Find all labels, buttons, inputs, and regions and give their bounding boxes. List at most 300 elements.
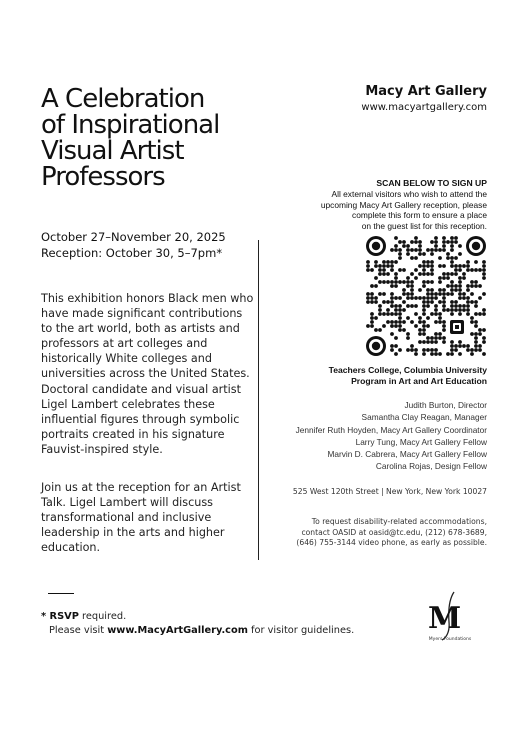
qr-module xyxy=(418,320,422,324)
qr-finder-bottom-left xyxy=(366,336,386,356)
artist-talk-paragraph: Join us at the reception for an Artist Talk. Ligel Lambert will discuss transformational and inclusive leadership in the arts and higher education. xyxy=(41,481,241,555)
qr-module xyxy=(454,308,458,312)
qr-module xyxy=(458,288,462,292)
qr-module xyxy=(434,292,438,296)
qr-module xyxy=(422,320,426,324)
qr-module xyxy=(374,300,378,304)
qr-module xyxy=(458,252,462,256)
qr-module xyxy=(394,320,398,324)
qr-module xyxy=(434,240,438,244)
qr-module xyxy=(390,264,394,268)
signup-line: on the guest list for this reception. xyxy=(361,221,487,232)
qr-module xyxy=(422,268,426,272)
qr-module xyxy=(442,304,446,308)
gallery-url[interactable]: www.macyartgallery.com xyxy=(361,102,487,113)
qr-module xyxy=(450,304,454,308)
gallery-header xyxy=(361,84,487,113)
qr-module xyxy=(410,256,414,260)
qr-module xyxy=(430,292,434,296)
qr-module xyxy=(438,248,442,252)
title-line: of Inspirational xyxy=(41,110,220,140)
qr-module xyxy=(434,244,438,248)
qr-module xyxy=(450,240,454,244)
qr-module xyxy=(442,276,446,280)
qr-module xyxy=(442,236,446,240)
qr-module xyxy=(462,276,466,280)
qr-module xyxy=(442,328,446,332)
qr-module xyxy=(446,276,450,280)
qr-module xyxy=(386,264,390,268)
qr-module xyxy=(458,340,462,344)
qr-module xyxy=(438,332,442,336)
qr-module xyxy=(394,312,398,316)
qr-module xyxy=(394,260,398,264)
qr-module xyxy=(390,280,394,284)
qr-module xyxy=(478,312,482,316)
qr-module xyxy=(474,280,478,284)
qr-module xyxy=(430,260,434,264)
description-paragraph: This exhibition honors Black men who have made significant contributions to the art world, both as artists and professors at art colleges and historically White colleges and universities across the United States. Doctoral candidate and visual artist Ligel Lambert celebrates these influential figures through symbolic portraits created in his signature Fauvist-inspired style. xyxy=(41,292,254,456)
qr-module xyxy=(398,328,402,332)
qr-module xyxy=(386,280,390,284)
qr-module xyxy=(450,284,454,288)
qr-module xyxy=(410,284,414,288)
qr-module xyxy=(426,280,430,284)
program-name: Program in Art and Art Education xyxy=(351,376,487,386)
qr-module xyxy=(470,292,474,296)
qr-module xyxy=(446,240,450,244)
signup-heading: SCAN BELOW TO SIGN UP xyxy=(376,178,487,188)
qr-module xyxy=(466,300,470,304)
qr-module xyxy=(454,348,458,352)
qr-module xyxy=(474,300,478,304)
qr-module xyxy=(450,308,454,312)
page-title xyxy=(41,86,281,190)
qr-module xyxy=(434,336,438,340)
qr-module xyxy=(430,348,434,352)
qr-module xyxy=(410,320,414,324)
qr-module xyxy=(394,336,398,340)
rsvp-note xyxy=(41,610,354,638)
qr-module xyxy=(394,324,398,328)
qr-module xyxy=(422,260,426,264)
qr-module xyxy=(378,308,382,312)
qr-module xyxy=(406,252,410,256)
qr-module xyxy=(426,300,430,304)
qr-module xyxy=(482,264,486,268)
qr-module xyxy=(426,272,430,276)
qr-module xyxy=(442,248,446,252)
qr-module xyxy=(374,260,378,264)
qr-module xyxy=(370,312,374,316)
qr-module xyxy=(406,296,410,300)
qr-module xyxy=(410,248,414,252)
qr-module xyxy=(422,300,426,304)
qr-module xyxy=(442,264,446,268)
qr-module xyxy=(418,316,422,320)
qr-module xyxy=(450,248,454,252)
qr-module xyxy=(442,240,446,244)
qr-module xyxy=(438,264,442,268)
qr-module xyxy=(386,308,390,312)
qr-module xyxy=(470,352,474,356)
qr-module xyxy=(406,292,410,296)
qr-module xyxy=(406,348,410,352)
qr-module xyxy=(438,300,442,304)
qr-module xyxy=(470,284,474,288)
qr-module xyxy=(446,352,450,356)
qr-module xyxy=(446,292,450,296)
qr-module xyxy=(462,304,466,308)
accessibility-line[interactable]: contact OASID at oasid@tc.edu, (212) 678-3689, xyxy=(301,527,487,537)
accessibility-line: (646) 755-3144 video phone, as early as possible. xyxy=(296,538,487,548)
qr-module xyxy=(434,304,438,308)
qr-module xyxy=(426,260,430,264)
qr-module xyxy=(430,312,434,316)
visit-suffix: for visitor guidelines. xyxy=(247,625,355,636)
qr-module xyxy=(462,296,466,300)
qr-module xyxy=(370,268,374,272)
qr-module xyxy=(382,272,386,276)
qr-module xyxy=(426,324,430,328)
qr-module xyxy=(390,304,394,308)
accessibility-line: To request disability-related accommodations, xyxy=(311,517,487,526)
qr-module xyxy=(474,268,478,272)
qr-module xyxy=(474,320,478,324)
qr-module xyxy=(366,296,370,300)
qr-module xyxy=(466,268,470,272)
qr-module xyxy=(482,260,486,264)
qr-module xyxy=(482,312,486,316)
gallery-website-link[interactable]: www.MacyArtGallery.com xyxy=(107,625,248,636)
qr-module xyxy=(370,300,374,304)
qr-module xyxy=(394,284,398,288)
qr-module xyxy=(438,276,442,280)
qr-module xyxy=(466,348,470,352)
signup-line: complete this form to ensure a place xyxy=(352,210,487,221)
qr-module xyxy=(458,292,462,296)
qr-module xyxy=(458,268,462,272)
qr-module xyxy=(458,312,462,316)
qr-module xyxy=(398,256,402,260)
qr-module xyxy=(382,280,386,284)
qr-module xyxy=(446,308,450,312)
qr-module xyxy=(450,352,454,356)
qr-module xyxy=(410,292,414,296)
qr-module xyxy=(430,336,434,340)
qr-module xyxy=(426,348,430,352)
reception-date: Reception: October 30, 5–7pm* xyxy=(41,246,223,260)
rsvp-marker: * xyxy=(41,611,50,622)
qr-module xyxy=(426,264,430,268)
qr-module xyxy=(366,264,370,268)
qr-module xyxy=(450,280,454,284)
staff-item: Jennifer Ruth Hoyden, Macy Art Gallery Coordinator xyxy=(295,424,487,435)
qr-module xyxy=(422,272,426,276)
qr-module xyxy=(398,348,402,352)
qr-module xyxy=(390,344,394,348)
qr-module xyxy=(422,284,426,288)
qr-module xyxy=(402,244,406,248)
qr-module xyxy=(414,276,418,280)
qr-module xyxy=(410,296,414,300)
qr-module xyxy=(414,256,418,260)
qr-module xyxy=(454,304,458,308)
qr-module xyxy=(402,300,406,304)
qr-module xyxy=(422,340,426,344)
qr-module xyxy=(394,276,398,280)
qr-module xyxy=(450,272,454,276)
qr-module xyxy=(482,336,486,340)
qr-module xyxy=(450,236,454,240)
qr-module xyxy=(374,276,378,280)
footnote-divider xyxy=(48,593,74,594)
qr-module xyxy=(418,340,422,344)
qr-module xyxy=(374,264,378,268)
qr-module xyxy=(426,340,430,344)
qr-module xyxy=(406,276,410,280)
qr-module xyxy=(370,316,374,320)
qr-module xyxy=(398,268,402,272)
qr-module xyxy=(458,244,462,248)
qr-module xyxy=(394,280,398,284)
qr-module xyxy=(474,332,478,336)
qr-module xyxy=(474,260,478,264)
qr-module xyxy=(450,264,454,268)
qr-module xyxy=(438,352,442,356)
qr-module xyxy=(398,320,402,324)
qr-module xyxy=(438,288,442,292)
qr-module xyxy=(390,324,394,328)
qr-module xyxy=(430,288,434,292)
qr-module xyxy=(378,312,382,316)
qr-module xyxy=(454,264,458,268)
qr-module xyxy=(462,272,466,276)
qr-module xyxy=(426,296,430,300)
qr-module xyxy=(478,332,482,336)
qr-module xyxy=(450,288,454,292)
qr-module xyxy=(366,260,370,264)
qr-module xyxy=(386,272,390,276)
qr-module xyxy=(410,304,414,308)
qr-module xyxy=(478,348,482,352)
qr-module xyxy=(398,304,402,308)
qr-module xyxy=(414,296,418,300)
qr-module xyxy=(442,292,446,296)
qr-module xyxy=(442,244,446,248)
qr-module xyxy=(414,236,418,240)
qr-module xyxy=(422,264,426,268)
qr-finder-top-left xyxy=(366,236,386,256)
qr-module xyxy=(382,260,386,264)
qr-module xyxy=(470,320,474,324)
qr-module xyxy=(430,268,434,272)
title-line: A Celebration xyxy=(41,84,205,114)
qr-module xyxy=(434,236,438,240)
qr-module xyxy=(434,248,438,252)
qr-module xyxy=(406,244,410,248)
qr-module xyxy=(390,268,394,272)
qr-module xyxy=(406,332,410,336)
qr-module xyxy=(402,268,406,272)
qr-module xyxy=(418,328,422,332)
qr-module xyxy=(406,280,410,284)
qr-module xyxy=(382,324,386,328)
qr-module xyxy=(422,348,426,352)
qr-module xyxy=(410,272,414,276)
qr-module xyxy=(466,260,470,264)
qr-module xyxy=(382,268,386,272)
qr-module xyxy=(482,328,486,332)
qr-module xyxy=(418,264,422,268)
qr-module xyxy=(442,324,446,328)
program-block xyxy=(247,365,487,387)
qr-module xyxy=(434,296,438,300)
myers-foundations-logo xyxy=(420,588,480,648)
rsvp-suffix: required. xyxy=(78,611,127,622)
qr-module xyxy=(434,308,438,312)
qr-module xyxy=(438,316,442,320)
qr-module xyxy=(402,328,406,332)
qr-module xyxy=(382,292,386,296)
qr-module xyxy=(430,296,434,300)
qr-module xyxy=(482,308,486,312)
qr-module xyxy=(454,284,458,288)
qr-module xyxy=(378,292,382,296)
qr-module xyxy=(402,288,406,292)
logo-monogram: M xyxy=(428,601,462,636)
qr-module xyxy=(402,308,406,312)
qr-module xyxy=(378,280,382,284)
staff-item: Larry Tung, Macy Art Gallery Fellow xyxy=(355,436,487,447)
qr-module xyxy=(478,328,482,332)
qr-module xyxy=(434,312,438,316)
qr-module xyxy=(422,332,426,336)
signup-line: upcoming Macy Art Gallery reception, please xyxy=(320,199,487,210)
qr-module xyxy=(474,284,478,288)
qr-module xyxy=(422,304,426,308)
qr-module xyxy=(466,288,470,292)
qr-module xyxy=(462,308,466,312)
qr-module xyxy=(422,252,426,256)
qr-module xyxy=(478,268,482,272)
qr-module xyxy=(442,308,446,312)
qr-module xyxy=(442,300,446,304)
qr-module xyxy=(390,300,394,304)
qr-module xyxy=(382,300,386,304)
qr-module xyxy=(438,320,442,324)
qr-module xyxy=(470,268,474,272)
signup-qr-code[interactable] xyxy=(366,236,486,356)
qr-module xyxy=(370,292,374,296)
qr-module xyxy=(454,256,458,260)
qr-module xyxy=(370,296,374,300)
qr-module xyxy=(454,288,458,292)
qr-module xyxy=(482,272,486,276)
qr-module xyxy=(394,272,398,276)
qr-module xyxy=(454,272,458,276)
qr-module xyxy=(414,240,418,244)
qr-module xyxy=(450,340,454,344)
rsvp-label: RSVP xyxy=(49,611,79,622)
qr-module xyxy=(418,252,422,256)
qr-module xyxy=(474,344,478,348)
qr-module xyxy=(458,280,462,284)
qr-module xyxy=(426,248,430,252)
qr-module xyxy=(442,340,446,344)
visit-prefix: Please visit xyxy=(49,625,108,636)
qr-module xyxy=(470,348,474,352)
event-dates xyxy=(41,229,226,261)
qr-module xyxy=(450,348,454,352)
qr-module xyxy=(390,312,394,316)
qr-finder-center xyxy=(450,320,464,334)
qr-module xyxy=(370,320,374,324)
qr-finder-top-right xyxy=(466,236,486,256)
qr-module xyxy=(374,284,378,288)
qr-module xyxy=(374,328,378,332)
logo-caption: Myers Foundations xyxy=(428,637,472,642)
qr-module xyxy=(454,236,458,240)
qr-module xyxy=(462,264,466,268)
qr-module xyxy=(406,304,410,308)
qr-module xyxy=(366,300,370,304)
qr-module xyxy=(410,280,414,284)
qr-module xyxy=(450,260,454,264)
qr-module xyxy=(470,300,474,304)
qr-module xyxy=(426,304,430,308)
qr-module xyxy=(398,248,402,252)
title-line: Professors xyxy=(41,162,165,192)
qr-module xyxy=(406,284,410,288)
qr-module xyxy=(450,256,454,260)
qr-module xyxy=(482,276,486,280)
qr-module xyxy=(466,344,470,348)
qr-module xyxy=(398,316,402,320)
qr-module xyxy=(378,272,382,276)
qr-module xyxy=(450,244,454,248)
qr-module xyxy=(454,300,458,304)
qr-module xyxy=(462,292,466,296)
qr-module xyxy=(474,304,478,308)
qr-module xyxy=(366,292,370,296)
qr-module xyxy=(390,292,394,296)
staff-list xyxy=(237,399,487,473)
qr-module xyxy=(414,352,418,356)
qr-module xyxy=(430,252,434,256)
qr-module xyxy=(426,316,430,320)
qr-module xyxy=(390,348,394,352)
qr-module xyxy=(430,340,434,344)
qr-module xyxy=(394,248,398,252)
qr-module xyxy=(454,268,458,272)
qr-module xyxy=(482,352,486,356)
qr-module xyxy=(482,340,486,344)
qr-module xyxy=(414,268,418,272)
qr-module xyxy=(422,352,426,356)
qr-module xyxy=(402,292,406,296)
qr-module xyxy=(426,336,430,340)
qr-module xyxy=(454,240,458,244)
qr-module xyxy=(446,256,450,260)
qr-module xyxy=(370,324,374,328)
qr-module xyxy=(422,328,426,332)
qr-module xyxy=(402,280,406,284)
qr-module xyxy=(466,296,470,300)
qr-module xyxy=(482,292,486,296)
qr-module xyxy=(418,288,422,292)
qr-module xyxy=(442,288,446,292)
